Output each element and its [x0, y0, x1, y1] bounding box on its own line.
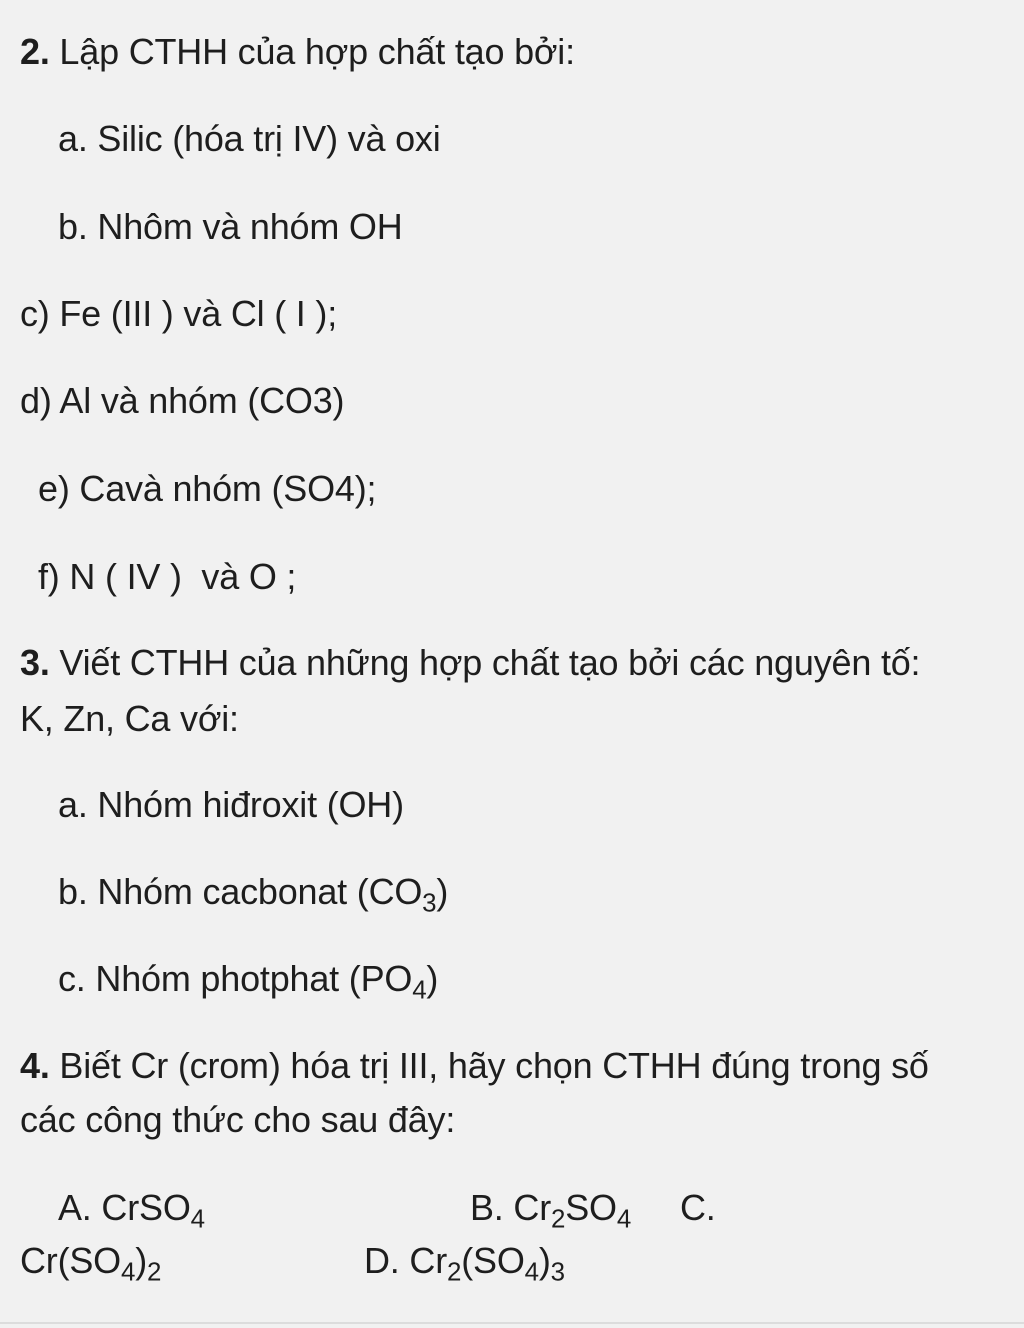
- q4-option-b: B. $Cr_2SO_4$: [470, 1187, 632, 1234]
- q2-number: 2.: [20, 31, 50, 72]
- q4-title-text: Biết Cr (crom) hóa trị III, hãy chọn CTHH đúng trong số: [49, 1045, 929, 1086]
- q2-item-e: e) Cavà nhóm (SO4);: [38, 468, 377, 509]
- q3-item-c-label: c. Nhóm photphat: [58, 958, 349, 999]
- q3-item-b-formula: $(CO_3)$: [356, 871, 449, 918]
- q3-item-c-formula: $(PO_4)$: [348, 958, 439, 1005]
- bottom-divider: [0, 1322, 1024, 1324]
- q3-item-c: [58, 957, 439, 1005]
- q3-title-continued: K, Zn, Ca với:: [20, 698, 239, 739]
- q3-item-b-label: b. Nhóm cacbonat: [58, 871, 357, 912]
- q4-title-continued: các công thức cho sau đây:: [20, 1099, 456, 1140]
- q2-title: [20, 30, 575, 74]
- q4-number: 4.: [20, 1045, 50, 1086]
- q2-item-b: b. Nhôm và nhóm OH: [58, 206, 403, 247]
- q4-option-a: A. CrSO$_4$: [58, 1187, 205, 1234]
- q3-item-b: [58, 870, 449, 918]
- q4-option-c-formula: $Cr(SO_4)_2$: [20, 1240, 162, 1287]
- q3-title: [20, 641, 920, 685]
- q2-item-f: f) N ( IV ) và O ;: [38, 556, 297, 597]
- q2-item-d: d) Al và nhóm (CO3): [20, 380, 345, 421]
- q3-number: 3.: [20, 642, 50, 683]
- q3-item-a: a. Nhóm hiđroxit (OH): [58, 784, 404, 825]
- q2-title-text: Lập CTHH của hợp chất tạo bởi:: [49, 31, 575, 72]
- q2-item-a: a. Silic (hóa trị IV) và oxi: [58, 118, 441, 159]
- q3-title-text: Viết CTHH của những hợp chất tạo bởi các nguyên tố:: [49, 642, 921, 683]
- q4-title: [20, 1044, 929, 1088]
- q4-option-d: D. $Cr_2(SO_4)_3$: [364, 1240, 565, 1287]
- q4-option-c-label: C.: [680, 1187, 716, 1228]
- q2-item-c: c) Fe (III ) và Cl ( I );: [20, 293, 337, 334]
